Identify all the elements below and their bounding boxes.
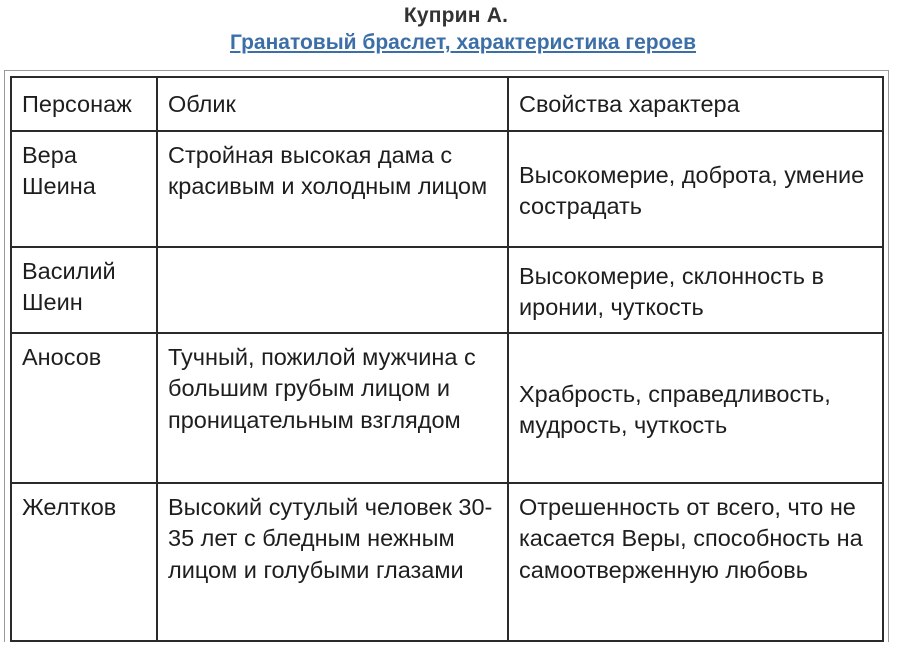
traits-text: Храбрость, справедливость, мудрость, чуткость <box>519 380 831 438</box>
column-header-appearance: Облик <box>157 77 508 131</box>
table-row <box>11 333 883 483</box>
appearance-text: Тучный, пожилой мужчина с большим грубым лицом и проницательным взглядом <box>168 344 476 433</box>
column-header-traits: Свойства характера <box>508 77 883 131</box>
table-row <box>11 131 883 247</box>
character-name: Василий Шеин <box>22 258 116 316</box>
cell-appearance <box>157 247 508 333</box>
character-table <box>10 76 884 642</box>
table-row <box>11 483 883 641</box>
traits-text: Отрешенность от всего, что не касается Веры, способность на самоотверженную любовь <box>519 494 863 583</box>
table-header-row <box>11 77 883 131</box>
cell-character <box>11 131 157 247</box>
cell-character <box>11 333 157 483</box>
cell-traits <box>508 483 883 641</box>
column-header-character: Персонаж <box>11 77 157 131</box>
author-name: Куприн А. <box>403 4 509 27</box>
cell-traits <box>508 247 883 333</box>
appearance-text: Высокий сутулый человек 30-35 лет с бледным нежным лицом и голубыми глазами <box>168 494 493 583</box>
traits-text: Высокомерие, доброта, умение сострадать <box>519 161 865 219</box>
cell-appearance <box>157 483 508 641</box>
character-name: Вера Шеина <box>22 142 96 200</box>
table-row <box>11 247 883 333</box>
cell-character <box>11 483 157 641</box>
cell-traits <box>508 333 883 483</box>
cell-character <box>11 247 157 333</box>
appearance-text: Стройная высокая дама с красивым и холодным лицом <box>168 142 488 200</box>
traits-text: Высокомерие, склонность в иронии, чуткость <box>519 262 824 320</box>
character-name: Желтков <box>22 494 117 520</box>
cell-appearance <box>157 333 508 483</box>
cell-traits <box>508 131 883 247</box>
cell-appearance <box>157 131 508 247</box>
page-title-link[interactable]: Гранатовый браслет, характеристика героев <box>229 31 697 54</box>
character-name: Аносов <box>22 344 102 370</box>
